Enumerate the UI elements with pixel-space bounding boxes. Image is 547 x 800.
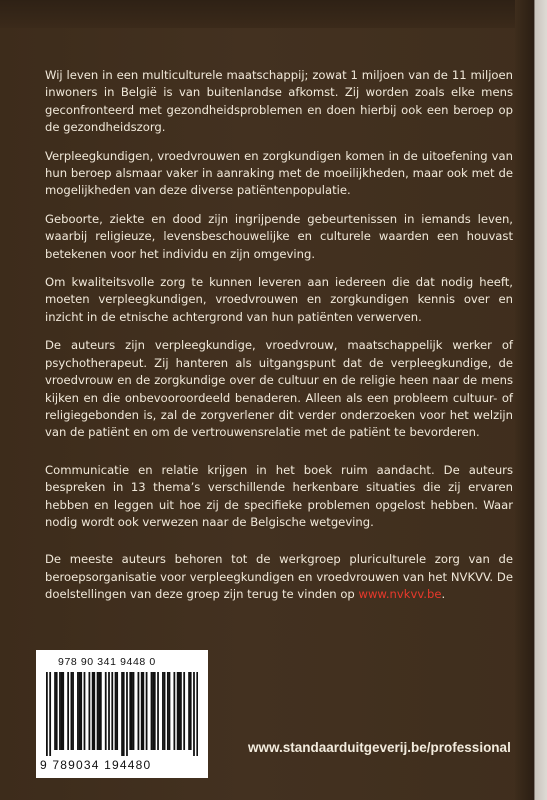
barcode-bar: [157, 672, 159, 750]
book-spine-edge: [515, 0, 547, 800]
barcode-bar: [93, 672, 95, 750]
barcode-bar: [115, 672, 117, 750]
barcode-panel: [36, 650, 208, 778]
barcode-bar: [129, 672, 131, 750]
barcode-bar: [98, 672, 100, 750]
paragraph-4: Om kwaliteitsvolle zorg te kunnen leveren aan iedereen die dat nodig heeft, moeten verpleegkundigen, vroedvrouwen en zorgkundigen kennis over en inzicht in de etnische achtergrond van hun patiënten verwerven.: [45, 275, 513, 324]
barcode-bar: [154, 672, 156, 750]
paragraph-7-text: De meeste auteurs behoren tot de werkgroep pluriculturele zorg van de beroepsorganisatie voor verpleegkundigen en vroedvrouwen van het NVKVV. De doelstellingen van deze groep zijn terug te vinden op: [45, 552, 513, 602]
barcode-bar: [183, 672, 185, 750]
barcode-bar: [108, 672, 110, 750]
barcode-bar: [49, 672, 51, 756]
cover-top-edge: [0, 0, 547, 28]
barcode-icon: [46, 672, 198, 756]
barcode-bar: [123, 672, 125, 756]
nvkvv-link[interactable]: www.nvkvv.be: [358, 587, 442, 602]
barcode-bar: [121, 672, 123, 756]
barcode-bar: [46, 672, 48, 756]
barcode-bar: [77, 672, 79, 750]
barcode-bar: [177, 672, 179, 750]
barcode-bar: [92, 672, 94, 750]
barcode-bar: [111, 672, 113, 750]
barcode-bar: [79, 672, 81, 750]
blurb-text: [45, 67, 513, 615]
paragraph-2: Verpleegkundigen, vroedvrouwen en zorgkundigen komen in de uitoefening van hun beroep alsmaar vaker in aanraking met de moeilijkheden, maar ook met de mogelijkheden van deze diverse patiëntenpopulatie.: [45, 148, 513, 198]
barcode-bar: [67, 672, 69, 750]
paragraph-6: Communicatie en relatie krijgen in het boek ruim aandacht. De auteurs bespreken in 13 thema’s verschillende herkenbare situaties die zij ervaren hebben en leggen uit hoe zij de specifieke problemen opgelost hebben. Waar nodig wordt ook verwezen naar de Belgische wetgeving.: [45, 462, 513, 529]
barcode-bar: [169, 672, 171, 750]
barcode-bar: [152, 672, 154, 750]
barcode-bar: [100, 672, 102, 750]
barcode-bar: [142, 672, 144, 750]
paragraph-3: Geboorte, ziekte en dood zijn ingrijpende gebeurtenissen in iemands leven, waarbij religieuze, levensbeschouwelijke en culturele waarden een houvast betekenen voor het individu en zijn omgeving.: [45, 211, 513, 261]
barcode-bar: [97, 672, 99, 750]
barcode-bar: [54, 672, 56, 750]
paragraph-7-end: .: [441, 587, 446, 602]
barcode-bar: [180, 672, 182, 750]
paragraph-7: [45, 551, 513, 603]
barcode-bar: [62, 672, 64, 750]
barcode-bar: [88, 672, 90, 750]
barcode-bar: [138, 672, 140, 750]
barcode-bar: [151, 672, 153, 750]
barcode-bar: [61, 672, 63, 750]
barcode-bar: [126, 672, 128, 756]
barcode-bar: [80, 672, 82, 750]
paragraph-5: De auteurs zijn verpleegkundige, vroedvrouw, maatschappelijk werker of psychotherapeut. Zij hanteren als uitgangspunt dat de verpleegkundige, de vroedvrouw en de zorgkundige over de cultuur en de religie heen naar de mens kijken en die onbevooroordeeld benaderen. Alleen als een probleem cultuur- of religiegebonden is, zal de zorgverlener dit verder onderzoeken voor het welzijn van de patiënt en om de vertrouwensrelatie met de patiënt te bevorderen.: [45, 338, 513, 440]
barcode-bar: [178, 672, 180, 750]
barcode-bar: [84, 672, 86, 750]
barcode-bar: [173, 672, 175, 750]
barcode-bar: [56, 672, 58, 750]
isbn-top-text: 978 90 341 9448 0: [58, 656, 156, 668]
barcode-bar: [59, 672, 61, 750]
barcode-bar: [71, 672, 73, 750]
barcode-bar: [146, 672, 148, 750]
barcode-bar: [196, 672, 198, 756]
isbn-bottom-text: 9 789034 194480: [40, 758, 152, 772]
paragraph-1: Wij leven in een multiculturele maatschappij; zowat 1 miljoen van de 11 miljoen inwoners in België is van buitenlandse afkomst. Zij worden zoals elke mens geconfronteerd met gezondheidsproblemen en doen hierbij ook een beroep op de gezondheidszorg.: [45, 68, 513, 135]
barcode-bar: [141, 672, 143, 750]
barcode-bar: [167, 672, 169, 750]
barcode-bar: [193, 672, 195, 756]
barcode-bar: [190, 672, 192, 750]
barcode-bar: [72, 672, 74, 750]
barcode-bar: [164, 672, 166, 750]
barcode-bar: [116, 672, 118, 750]
barcode-bar: [188, 672, 190, 750]
barcode-bar: [162, 672, 164, 750]
barcode-bar: [131, 672, 133, 750]
barcode-bar: [133, 672, 135, 750]
barcode-bar: [105, 672, 107, 750]
publisher-website[interactable]: www.standaarduitgeverij.be/professional: [248, 740, 511, 755]
